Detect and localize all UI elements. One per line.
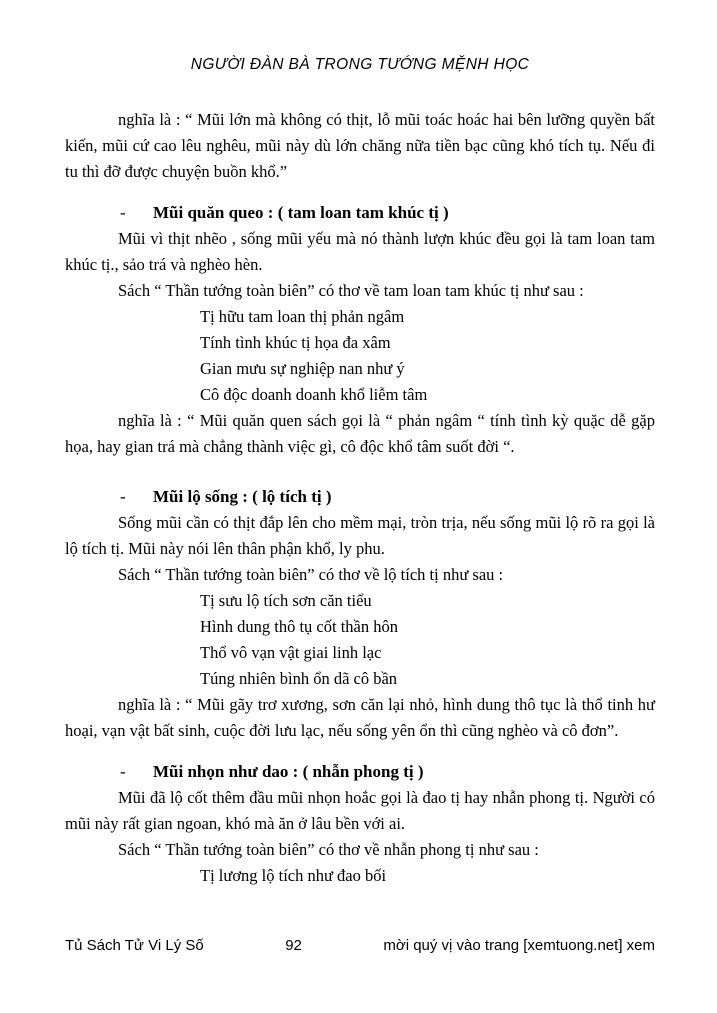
section-meaning-paragraph: nghĩa là : “ Mũi quăn quen sách gọi là “ phản ngâm “ tính tình kỳ quặc dễ gặp họa, hay gian trá mà chẳng thành việc gì, cô độc khổ tâm suốt đời “. bbox=[65, 411, 655, 456]
poem-line: Hình dung thô tụ cốt thần hôn bbox=[200, 617, 398, 636]
poem-line: Túng nhiên bình ổn dã cô bần bbox=[200, 669, 398, 688]
poem-line: Tị sưu lộ tích sơn căn tiểu bbox=[200, 591, 372, 610]
footer-book-title: Tủ Sách Tử Vi Lý Số bbox=[65, 937, 204, 954]
poem-block bbox=[200, 863, 655, 889]
poem-line: Tị hữu tam loan thị phản ngâm bbox=[200, 307, 405, 326]
poem-line: Tính tình khúc tị họa đa xâm bbox=[200, 333, 391, 352]
bullet-dash: - bbox=[120, 762, 126, 781]
section-heading-mui-quan-queo bbox=[65, 200, 655, 226]
footer-site-note: mời quý vị vào trang [xemtuong.net] xem bbox=[383, 937, 655, 954]
bullet-dash: - bbox=[120, 203, 126, 222]
section-heading-text: Mũi lộ sống : ( lộ tích tị ) bbox=[153, 487, 332, 506]
section-body-paragraph: Mũi vì thịt nhẽo , sống mũi yếu mà nó thành lượn khúc đều gọi là tam loan tam khúc tị., sảo trá và nghèo hèn. bbox=[65, 229, 655, 274]
section-body-paragraph: Mũi đã lộ cốt thêm đầu mũi nhọn hoắc gọi là đao tị hay nhẫn phong tị. Người có mũi này rất gian ngoan, khó mà ăn ở lâu bền với ai. bbox=[65, 788, 655, 833]
bullet-dash: - bbox=[120, 487, 126, 506]
section-source-line: Sách “ Thần tướng toàn biên” có thơ về lộ tích tị như sau : bbox=[118, 565, 504, 584]
section-heading-mui-nhon-nhu-dao bbox=[65, 759, 655, 785]
section-source-line: Sách “ Thần tướng toàn biên” có thơ về tam loan tam khúc tị như sau : bbox=[118, 281, 584, 300]
page-number: 92 bbox=[285, 937, 302, 954]
section-heading-text: Mũi quăn queo : ( tam loan tam khúc tị ) bbox=[153, 203, 449, 222]
page-footer bbox=[65, 936, 655, 956]
section-heading-text: Mũi nhọn như dao : ( nhẫn phong tị ) bbox=[153, 762, 424, 781]
poem-block bbox=[200, 588, 655, 692]
section-meaning-paragraph: nghĩa là : “ Mũi gãy trơ xương, sơn căn lại nhỏ, hình dung thô tục là thổ tinh hư hoại, vạn vật bất sinh, cuộc đời lưu lạc, nếu sống yên ổn thì cũng nghèo và cô đơn”. bbox=[65, 695, 655, 740]
poem-block bbox=[200, 304, 655, 408]
section-source-line: Sách “ Thần tướng toàn biên” có thơ về nhẫn phong tị như sau : bbox=[118, 840, 539, 859]
poem-line: Tị lương lộ tích như đao bối bbox=[200, 866, 387, 885]
poem-line: Gian mưu sự nghiệp nan như ý bbox=[200, 359, 405, 378]
running-header: NGƯỜI ĐÀN BÀ TRONG TƯỚNG MỆNH HỌC bbox=[190, 56, 530, 73]
poem-line: Cô độc doanh doanh khổ liễm tâm bbox=[200, 385, 428, 404]
poem-line: Thổ vô vạn vật giai linh lạc bbox=[200, 643, 382, 662]
page-content bbox=[0, 55, 717, 889]
section-body-paragraph: Sống mũi cần có thịt đắp lên cho mềm mại, tròn trịa, nếu sống mũi lộ rõ ra gọi là lộ tích tị. Mũi này nói lên thân phận khổ, ly phu. bbox=[65, 513, 655, 558]
section-heading-mui-lo-song bbox=[65, 484, 655, 510]
intro-meaning-paragraph: nghĩa là : “ Mũi lớn mà không có thịt, lỗ mũi toác hoác hai bên lưỡng quyền bất kiến, mũi cứ cao lêu nghêu, mũi này dù lớn chăng nữa tiền bạc cũng khó tích tụ. Nếu đi tu thì đỡ được chuyện buồn khổ.” bbox=[65, 110, 655, 181]
